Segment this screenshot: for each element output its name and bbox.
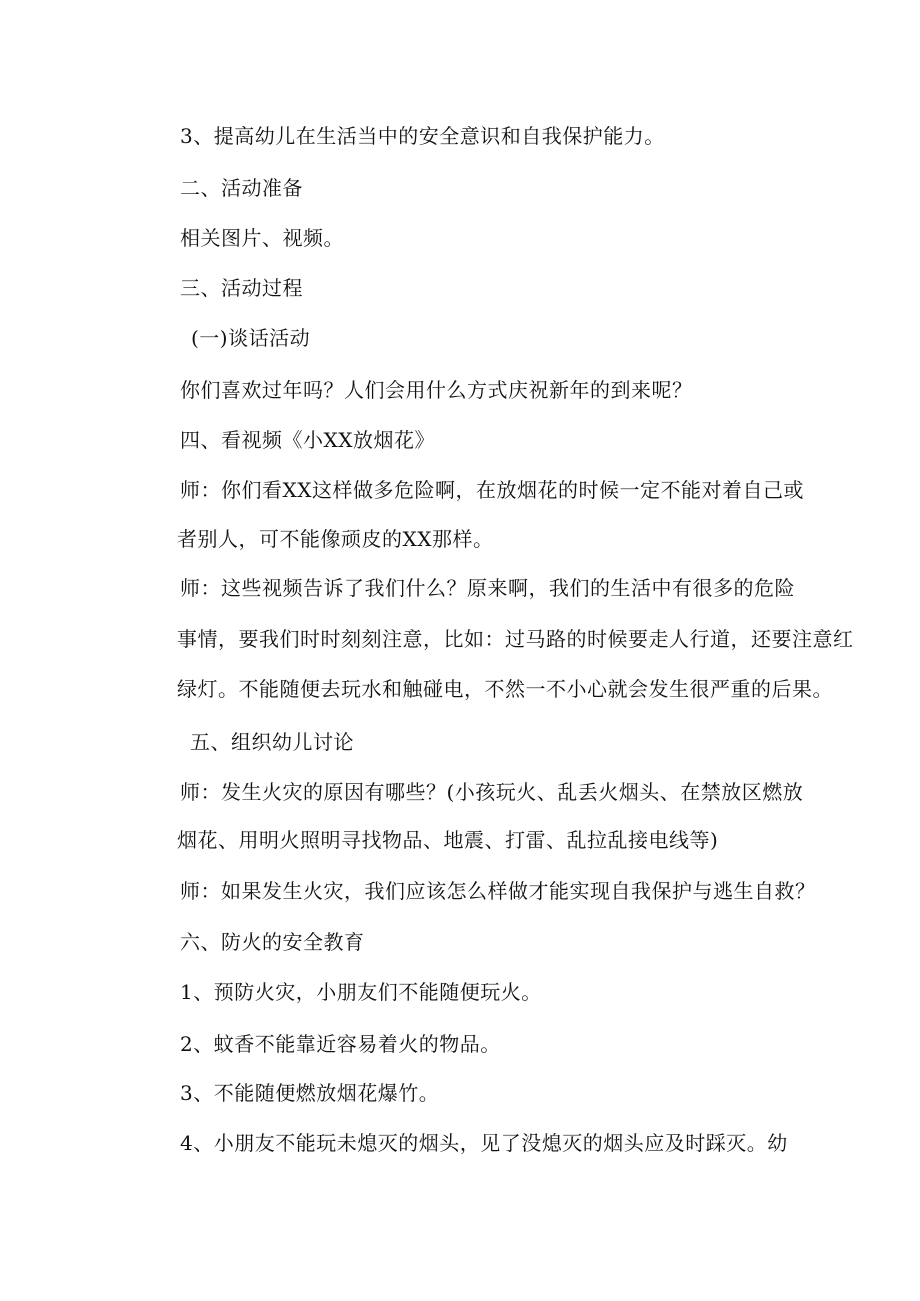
section-4-heading: 四、看视频《小XX放烟花》 bbox=[180, 428, 435, 452]
teacher-line-2-continued-b: 绿灯。不能随便去玩水和触碰电，不然一不小心就会发生很严重的后果。 bbox=[177, 677, 833, 701]
teacher-line-3-continued: 烟花、用明火照明寻找物品、地震、打雷、乱拉乱接电线等) bbox=[177, 828, 719, 852]
teacher-line-2-continued-a: 事情，要我们时时刻刻注意，比如：过马路的时候要走人行道，还要注意红 bbox=[177, 627, 854, 651]
section-3-heading: 三、活动过程 bbox=[180, 276, 303, 300]
subsection-1-heading: (一)谈话活动 bbox=[191, 326, 311, 350]
section-5-heading: 五、组织幼儿讨论 bbox=[190, 730, 354, 754]
teacher-line-4: 师：如果发生火灾，我们应该怎么样做才能实现自我保护与逃生自救？ bbox=[180, 879, 816, 903]
conversation-question: 你们喜欢过年吗？人们会用什么方式庆祝新年的到来呢？ bbox=[180, 378, 693, 402]
teacher-line-2: 师：这些视频告诉了我们什么？原来啊，我们的生活中有很多的危险 bbox=[180, 576, 795, 600]
teacher-line-1-continued: 者别人，可不能像顽皮的XX那样。 bbox=[177, 527, 494, 551]
fire-safety-item-3: 3、不能随便燃放烟花爆竹。 bbox=[180, 1081, 440, 1105]
preparation-text: 相关图片、视频。 bbox=[180, 226, 344, 250]
teacher-line-1: 师：你们看XX这样做多危险啊，在放烟花的时候一定不能对着自己或 bbox=[180, 478, 804, 502]
section-2-heading: 二、活动准备 bbox=[180, 176, 303, 200]
teacher-line-3: 师：发生火灾的原因有哪些？(小孩玩火、乱丢火烟头、在禁放区燃放 bbox=[180, 780, 804, 804]
objective-3-line: 3、提高幼儿在生活当中的安全意识和自我保护能力。 bbox=[180, 124, 665, 148]
fire-safety-item-2: 2、蚊香不能靠近容易着火的物品。 bbox=[180, 1032, 501, 1056]
fire-safety-item-1: 1、预防火灾，小朋友们不能随便玩火。 bbox=[180, 980, 542, 1004]
section-6-heading: 六、防火的安全教育 bbox=[180, 930, 365, 954]
fire-safety-item-4: 4、小朋友不能玩未熄灭的烟头，见了没熄灭的烟头应及时踩灭。幼 bbox=[180, 1131, 788, 1155]
